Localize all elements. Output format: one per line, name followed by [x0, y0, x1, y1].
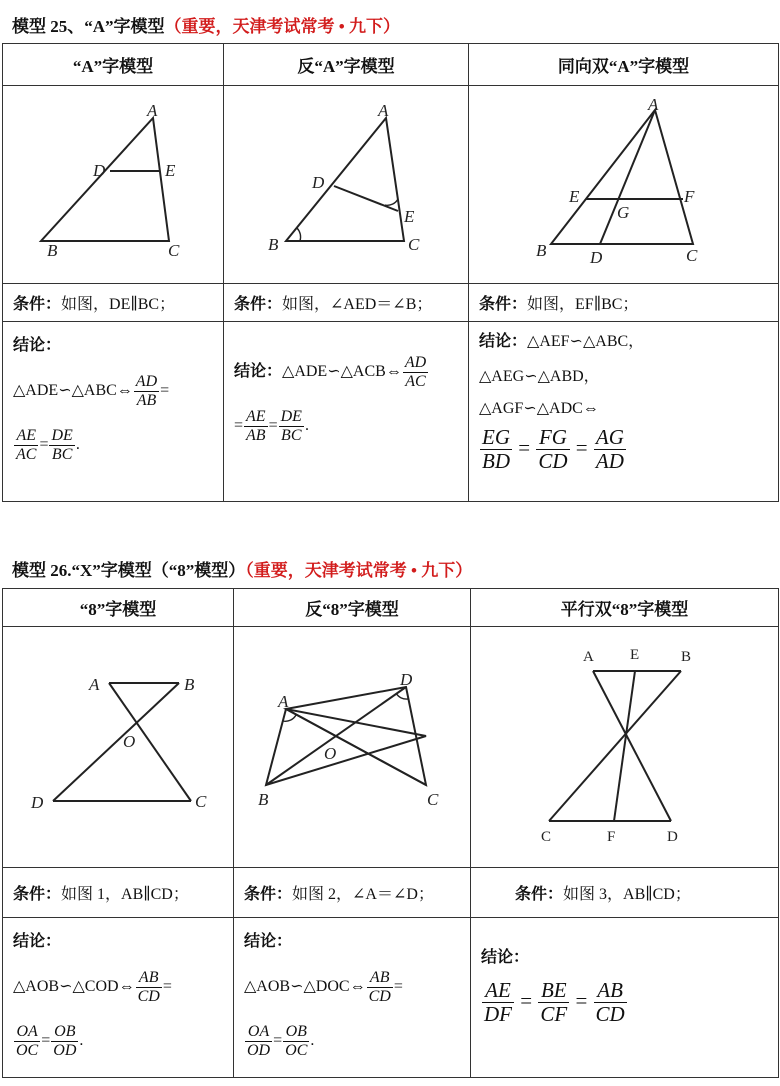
label-d: D [667, 829, 678, 845]
condition-label: 条件： [13, 296, 62, 313]
label-g: G [617, 203, 630, 222]
reverse-a-model-figure [224, 86, 468, 283]
a-model-figure [3, 86, 223, 283]
model25-table [2, 43, 779, 502]
condition-text: 如图 3，AB∥CD； [563, 886, 691, 903]
condition-label: 条件： [479, 296, 528, 313]
label-b: B [47, 241, 58, 260]
label-b: B [184, 675, 195, 694]
fraction: $\frac{DE}{BC}$ [51, 427, 73, 463]
model26-figure-2-cell [234, 627, 471, 868]
model26-conclusion-2: 结论： △AOB∽△DOC⇔ $\frac{AB}{CD}$ = $\frac{OA}{OD}$ = $\frac{OB}{OC}$ . [234, 918, 471, 1078]
label-c: C [408, 235, 420, 254]
model25-condition-3 [469, 284, 779, 322]
model26-condition-1 [3, 868, 234, 918]
label-a: A [378, 101, 389, 120]
label-f: F [684, 187, 695, 206]
label-o: O [324, 744, 337, 763]
label-d: D [93, 161, 106, 180]
double-a-model-figure [469, 86, 778, 283]
reverse-8-model-figure [234, 627, 470, 867]
fraction: $\frac{AB}{CD}$ [137, 969, 160, 1005]
fraction: $\frac{AB}{CD}$ [595, 978, 625, 1027]
fraction: $\frac{OA}{OC}$ [16, 1023, 39, 1059]
conclusion-similarity: △ADE∽△ABC⇔ [13, 381, 133, 399]
label-a: A [583, 649, 594, 665]
conclusion-similarity: △ADE∽△ACB⇔ [282, 362, 402, 380]
condition-text: 如图，EF∥BC； [527, 296, 639, 313]
fraction: $\frac{AD}{AC}$ [404, 354, 427, 390]
model26-title [12, 556, 472, 581]
condition-text: 如图，DE∥BC； [61, 296, 176, 313]
label-e: E [569, 187, 580, 206]
label-f: F [607, 829, 616, 845]
conclusion-similarity: △AOB∽△COD⇔ [13, 977, 135, 995]
condition-label: 条件： [244, 886, 293, 903]
condition-label: 条件： [234, 296, 283, 313]
label-d: D [400, 670, 413, 689]
fraction: $\frac{OB}{OD}$ [53, 1023, 77, 1059]
label-b: B [681, 649, 692, 665]
model25-title-note: （重要，天津考试常考 • 九下） [164, 17, 400, 36]
conclusion-similarity: △AOB∽△DOC⇔ [244, 977, 366, 995]
model26-header-double-8: 平行双“8”字模型 [471, 589, 779, 627]
model26-header-8: “8”字模型 [3, 589, 234, 627]
condition-label: 条件： [13, 886, 62, 903]
model25-conclusion-1: 结论： △ADE∽△ABC⇔ $\frac{AD}{AB}$ = $\frac{AE}{AC}$ = $\frac{DE}{BC}$ . [3, 322, 224, 502]
fraction: $\frac{OB}{OC}$ [285, 1023, 308, 1059]
label-d: D [590, 248, 603, 267]
model25-condition-1 [3, 284, 224, 322]
fraction: $\frac{OA}{OD}$ [247, 1023, 271, 1059]
label-b: B [536, 241, 547, 260]
model25-title [12, 12, 400, 37]
label-a: A [89, 675, 100, 694]
label-b: B [258, 790, 269, 809]
label-b: B [268, 235, 279, 254]
fraction: $\frac{AB}{CD}$ [368, 969, 391, 1005]
label-d: D [31, 793, 44, 812]
model26-condition-2 [234, 868, 471, 918]
model25-figure-1-cell [3, 86, 224, 284]
8-model-figure [3, 627, 233, 867]
conclusion-label: 结论： [13, 337, 62, 354]
conclusion-label: 结论： [244, 933, 293, 950]
fraction: $\frac{BE}{CF}$ [540, 978, 568, 1027]
label-e: E [165, 161, 176, 180]
fraction: $\frac{AE}{AC}$ [16, 427, 37, 463]
model26-title-note: （重要，天津考试常考 • 九下） [245, 561, 473, 580]
label-c: C [541, 829, 552, 845]
condition-text: 如图 2，∠A＝∠D； [292, 886, 434, 903]
double-8-model-figure [471, 627, 778, 867]
model25-condition-2 [224, 284, 469, 322]
fraction: $\frac{DE}{BC}$ [280, 408, 302, 444]
label-a: A [278, 692, 289, 711]
label-c: C [168, 241, 180, 260]
fraction: $\frac{AG}{AD}$ [595, 425, 624, 474]
model25-header-double-a: 同向双“A”字模型 [469, 44, 779, 86]
condition-text: 如图，∠AED＝∠B； [282, 296, 433, 313]
condition-label: 条件： [515, 886, 564, 903]
model26-conclusion-3: 结论： $\frac{AE}{DF}$ = $\frac{BE}{CF}$ = $\frac{AB}{CD}$ [471, 918, 779, 1078]
label-a: A [147, 101, 158, 120]
label-c: C [427, 790, 439, 809]
model26-header-reverse-8: 反“8”字模型 [234, 589, 471, 627]
conclusion-label: 结论： [234, 362, 283, 380]
condition-text: 如图 1，AB∥CD； [61, 886, 189, 903]
model25-header-a: “A”字模型 [3, 44, 224, 86]
fraction: $\frac{AD}{AB}$ [135, 373, 158, 409]
model25-figure-2-cell [224, 86, 469, 284]
model25-conclusion-3: 结论：△AEF∽△ABC， △AEG∽△ABD， △AGF∽△ADC⇔ $\frac{EG}{BD}$ = $\frac{FG}{CD}$ = $\frac{AG}{AD}$ [469, 322, 779, 502]
label-o: O [123, 732, 136, 751]
model26-figure-3-cell [471, 627, 779, 868]
fraction: $\frac{AE}{AB}$ [246, 408, 266, 444]
model26-figure-1-cell [3, 627, 234, 868]
model25-header-reverse-a: 反“A”字模型 [224, 44, 469, 86]
model25-figure-3-cell [469, 86, 779, 284]
label-e: E [630, 647, 640, 663]
label-c: C [195, 792, 207, 811]
label-c: C [686, 246, 698, 265]
fraction: $\frac{FG}{CD}$ [538, 425, 568, 474]
model26-conclusion-1: 结论： △AOB∽△COD⇔ $\frac{AB}{CD}$ = $\frac{OA}{OC}$ = $\frac{OB}{OD}$ . [3, 918, 234, 1078]
fraction: $\frac{EG}{BD}$ [482, 425, 510, 474]
model25-conclusion-2: 结论：△ADE∽△ACB⇔ $\frac{AD}{AC}$ = $\frac{AE}{AB}$ = $\frac{DE}{BC}$ . [224, 322, 469, 502]
fraction: $\frac{AE}{DF}$ [484, 978, 512, 1027]
model26-title-main: 模型 26.“X”字模型（“8”模型） [12, 561, 246, 580]
label-a: A [648, 95, 659, 114]
label-e: E [404, 207, 415, 226]
conclusion-label: 结论： [481, 949, 530, 966]
label-d: D [312, 173, 325, 192]
conclusion-label: 结论： [13, 933, 62, 950]
model26-table [2, 588, 779, 1078]
model25-title-main: 模型 25、“A”字模型 [12, 17, 165, 36]
conclusion-label: 结论： [479, 333, 528, 350]
model26-condition-3 [471, 868, 779, 918]
